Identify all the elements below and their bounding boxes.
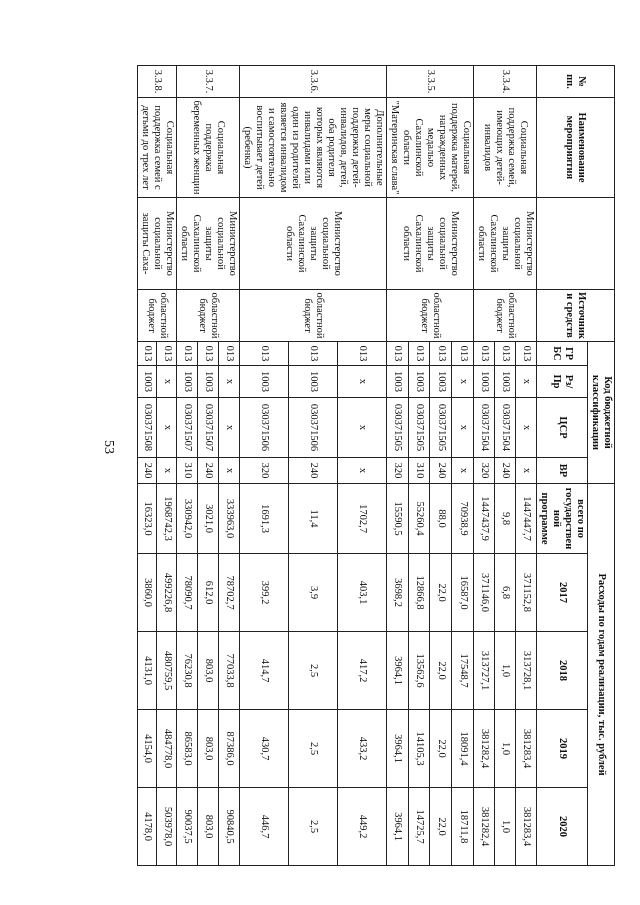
cell-total: 70938,9 bbox=[452, 484, 474, 554]
budget-table bbox=[137, 65, 615, 866]
cell-rzpr: 1003 bbox=[495, 366, 516, 398]
header-grbs: ГРБС bbox=[537, 342, 588, 366]
cell-y2017: 612,0 bbox=[198, 554, 219, 632]
cell-y2018: 3964,1 bbox=[387, 632, 409, 710]
cell-y2020: 18711,8 bbox=[452, 788, 474, 866]
cell-rzpr: 1003 bbox=[138, 366, 158, 398]
cell-y2020: 803,0 bbox=[198, 788, 219, 866]
cell-total: 55260,4 bbox=[408, 484, 430, 554]
cell-vr: x bbox=[516, 458, 537, 484]
cell-name: Социальная поддержка матерей, награжденных медалью Сахалинской области "Материнская слава" bbox=[387, 98, 474, 198]
cell-rzpr: 1003 bbox=[289, 366, 338, 398]
cell-y2020: 449,2 bbox=[338, 788, 387, 866]
header-year: 2020 bbox=[537, 788, 588, 866]
header-expenses: Расходы по годам реализации, тыс. рублей bbox=[588, 484, 615, 866]
cell-y2018: 480759,5 bbox=[157, 632, 177, 710]
header-source: Источники средств bbox=[537, 290, 615, 342]
cell-y2019: 430,7 bbox=[240, 710, 289, 788]
cell-y2019: 3964,1 bbox=[387, 710, 409, 788]
cell-y2017: 399,2 bbox=[240, 554, 289, 632]
cell-y2017: 499226,8 bbox=[157, 554, 177, 632]
cell-csr: 030371507 bbox=[177, 398, 198, 458]
cell-rzpr: x bbox=[219, 366, 240, 398]
cell-rzpr: x bbox=[516, 366, 537, 398]
cell-y2020: 381283,4 bbox=[516, 788, 537, 866]
cell-csr: 030371506 bbox=[240, 398, 289, 458]
cell-total: 1691,3 bbox=[240, 484, 289, 554]
cell-y2017: 3860,0 bbox=[138, 554, 158, 632]
header-classification: Код бюджетной классификации bbox=[588, 342, 615, 484]
cell-y2019: 433,2 bbox=[338, 710, 387, 788]
cell-total: 11,4 bbox=[289, 484, 338, 554]
cell-vr: 240 bbox=[430, 458, 452, 484]
cell-vr: x bbox=[452, 458, 474, 484]
cell-vr: 240 bbox=[289, 458, 338, 484]
cell-y2017: 12866,8 bbox=[408, 554, 430, 632]
cell-total: 1447447,7 bbox=[516, 484, 537, 554]
cell-name: Социальная поддержка семей, имеющих детей-инвалидов bbox=[474, 98, 537, 198]
cell-y2017: 78702,7 bbox=[219, 554, 240, 632]
cell-num: 3.3.5. bbox=[387, 66, 474, 98]
cell-grbs: 013 bbox=[430, 342, 452, 366]
cell-total: 16323,0 bbox=[138, 484, 158, 554]
cell-y2018: 313728,1 bbox=[516, 632, 537, 710]
cell-y2019: 87386,0 bbox=[219, 710, 240, 788]
cell-grbs: 013 bbox=[338, 342, 387, 366]
header-year: 2019 bbox=[537, 710, 588, 788]
cell-grbs: 013 bbox=[289, 342, 338, 366]
cell-y2018: 1,0 bbox=[495, 632, 516, 710]
cell-rzpr: 1003 bbox=[430, 366, 452, 398]
cell-vr: x bbox=[219, 458, 240, 484]
cell-y2018: 313727,1 bbox=[474, 632, 495, 710]
cell-y2019: 14105,3 bbox=[408, 710, 430, 788]
cell-executor: Министерство социальной защиты Сахалинской области bbox=[387, 198, 474, 290]
cell-executor: Министерство социальной защиты Саха- bbox=[138, 198, 177, 290]
cell-name: Социальная поддержка беременных женщин bbox=[177, 98, 240, 198]
cell-csr: 030371508 bbox=[138, 398, 158, 458]
cell-grbs: 013 bbox=[219, 342, 240, 366]
cell-vr: 320 bbox=[240, 458, 289, 484]
cell-y2020: 3964,1 bbox=[387, 788, 409, 866]
cell-vr: 310 bbox=[177, 458, 198, 484]
cell-grbs: 013 bbox=[495, 342, 516, 366]
cell-y2019: 22,0 bbox=[430, 710, 452, 788]
header-rzpr: Рз/ Пр bbox=[537, 366, 588, 398]
header-num: № пп. bbox=[537, 66, 615, 98]
cell-vr: x bbox=[157, 458, 177, 484]
rotated-table-container bbox=[140, 65, 615, 865]
table-row bbox=[219, 66, 240, 866]
cell-grbs: 013 bbox=[138, 342, 158, 366]
cell-rzpr: 1003 bbox=[408, 366, 430, 398]
cell-csr: x bbox=[452, 398, 474, 458]
cell-grbs: 013 bbox=[474, 342, 495, 366]
cell-rzpr: 1003 bbox=[177, 366, 198, 398]
cell-vr: 240 bbox=[495, 458, 516, 484]
cell-total: 88,0 bbox=[430, 484, 452, 554]
cell-csr: 030371505 bbox=[387, 398, 409, 458]
cell-y2018: 22,0 bbox=[430, 632, 452, 710]
header-name: Наименование мероприятия bbox=[537, 98, 615, 198]
cell-vr: x bbox=[338, 458, 387, 484]
cell-y2018: 803,0 bbox=[198, 632, 219, 710]
cell-total: 330942,0 bbox=[177, 484, 198, 554]
cell-csr: 030371504 bbox=[495, 398, 516, 458]
cell-num: 3.3.6. bbox=[240, 66, 387, 98]
cell-num: 3.3.4. bbox=[474, 66, 537, 98]
cell-csr: 030371507 bbox=[198, 398, 219, 458]
cell-total: 15590,5 bbox=[387, 484, 409, 554]
cell-vr: 310 bbox=[408, 458, 430, 484]
cell-vr: 240 bbox=[138, 458, 158, 484]
table-body bbox=[138, 66, 537, 866]
cell-grbs: 013 bbox=[177, 342, 198, 366]
cell-rzpr: 1003 bbox=[474, 366, 495, 398]
table-row bbox=[157, 66, 177, 866]
cell-source: областной бюджет bbox=[387, 290, 474, 342]
cell-rzpr: x bbox=[338, 366, 387, 398]
cell-y2019: 86583,0 bbox=[177, 710, 198, 788]
cell-y2017: 371152,8 bbox=[516, 554, 537, 632]
cell-y2019: 381283,4 bbox=[516, 710, 537, 788]
cell-grbs: 013 bbox=[516, 342, 537, 366]
cell-rzpr: x bbox=[157, 366, 177, 398]
cell-y2017: 3698,2 bbox=[387, 554, 409, 632]
cell-y2019: 1,0 bbox=[495, 710, 516, 788]
cell-y2020: 381282,4 bbox=[474, 788, 495, 866]
cell-vr: 240 bbox=[198, 458, 219, 484]
cell-grbs: 013 bbox=[408, 342, 430, 366]
cell-total: 333963,0 bbox=[219, 484, 240, 554]
cell-y2018: 76230,8 bbox=[177, 632, 198, 710]
cell-y2020: 90037,5 bbox=[177, 788, 198, 866]
cell-y2019: 484778,0 bbox=[157, 710, 177, 788]
cell-rzpr: 1003 bbox=[387, 366, 409, 398]
cell-csr: 030371505 bbox=[430, 398, 452, 458]
cell-y2019: 18091,4 bbox=[452, 710, 474, 788]
cell-y2017: 16587,0 bbox=[452, 554, 474, 632]
cell-num: 3.3.8. bbox=[138, 66, 177, 98]
cell-csr: 030371504 bbox=[474, 398, 495, 458]
cell-total: 9,8 bbox=[495, 484, 516, 554]
cell-executor: Министерство социальной защиты Сахалинской области bbox=[240, 198, 387, 290]
cell-y2017: 6,8 bbox=[495, 554, 516, 632]
table-row bbox=[338, 66, 387, 866]
cell-y2018: 17548,7 bbox=[452, 632, 474, 710]
cell-y2017: 371146,0 bbox=[474, 554, 495, 632]
cell-grbs: 013 bbox=[198, 342, 219, 366]
cell-executor: Министерство социальной защиты Сахалинской области bbox=[474, 198, 537, 290]
cell-num: 3.3.7. bbox=[177, 66, 240, 98]
cell-y2017: 22,0 bbox=[430, 554, 452, 632]
cell-total: 1702,7 bbox=[338, 484, 387, 554]
cell-y2017: 403,1 bbox=[338, 554, 387, 632]
cell-total: 3021,0 bbox=[198, 484, 219, 554]
cell-grbs: 013 bbox=[387, 342, 409, 366]
header-year: 2017 bbox=[537, 554, 588, 632]
cell-y2020: 2,5 bbox=[289, 788, 338, 866]
cell-name: Дополнительные меры социальной поддержки детей-инвалидов, детей, оба родителя которых являются инвалидами или один из родителей является инвалидом и самостоятельно воспитывает детей (ребенка) bbox=[240, 98, 387, 198]
cell-grbs: 013 bbox=[452, 342, 474, 366]
cell-y2020: 22,0 bbox=[430, 788, 452, 866]
cell-y2019: 803,0 bbox=[198, 710, 219, 788]
cell-y2018: 4131,0 bbox=[138, 632, 158, 710]
cell-grbs: 013 bbox=[157, 342, 177, 366]
cell-vr: 320 bbox=[474, 458, 495, 484]
table-row bbox=[516, 66, 537, 866]
cell-y2017: 3,9 bbox=[289, 554, 338, 632]
header-executor bbox=[537, 198, 615, 290]
cell-source: областной бюджет bbox=[240, 290, 387, 342]
cell-y2020: 4178,0 bbox=[138, 788, 158, 866]
cell-y2019: 381282,4 bbox=[474, 710, 495, 788]
cell-y2018: 13562,6 bbox=[408, 632, 430, 710]
header-year: 2018 bbox=[537, 632, 588, 710]
cell-y2020: 446,7 bbox=[240, 788, 289, 866]
cell-y2018: 77033,8 bbox=[219, 632, 240, 710]
cell-rzpr: x bbox=[452, 366, 474, 398]
table-row bbox=[452, 66, 474, 866]
header-total: всего по государственной программе bbox=[537, 484, 588, 554]
cell-y2018: 414,7 bbox=[240, 632, 289, 710]
cell-y2018: 2,5 bbox=[289, 632, 338, 710]
header-csr: ЦСР bbox=[537, 398, 588, 458]
cell-rzpr: 1003 bbox=[240, 366, 289, 398]
cell-y2018: 417,2 bbox=[338, 632, 387, 710]
cell-csr: x bbox=[338, 398, 387, 458]
cell-source: областной бюджет bbox=[474, 290, 537, 342]
cell-name: Социальная поддержка семей с детьми до трех лет bbox=[138, 98, 177, 198]
cell-y2019: 2,5 bbox=[289, 710, 338, 788]
cell-y2020: 14725,7 bbox=[408, 788, 430, 866]
cell-total: 1968742,3 bbox=[157, 484, 177, 554]
cell-source: областной бюджет bbox=[138, 290, 177, 342]
page-number: 53 bbox=[101, 440, 116, 454]
cell-y2020: 503978,0 bbox=[157, 788, 177, 866]
cell-y2020: 1,0 bbox=[495, 788, 516, 866]
cell-total: 1447437,9 bbox=[474, 484, 495, 554]
cell-csr: 030371506 bbox=[289, 398, 338, 458]
cell-y2020: 90840,5 bbox=[219, 788, 240, 866]
cell-csr: 030371505 bbox=[408, 398, 430, 458]
cell-grbs: 013 bbox=[240, 342, 289, 366]
cell-csr: x bbox=[157, 398, 177, 458]
header-vr: ВР bbox=[537, 458, 588, 484]
cell-rzpr: 1003 bbox=[198, 366, 219, 398]
cell-vr: 320 bbox=[387, 458, 409, 484]
cell-source: областной бюджет bbox=[177, 290, 240, 342]
cell-y2019: 4154,0 bbox=[138, 710, 158, 788]
cell-csr: x bbox=[219, 398, 240, 458]
cell-csr: x bbox=[516, 398, 537, 458]
cell-executor: Министерство социальной защиты Сахалинской области bbox=[177, 198, 240, 290]
cell-y2017: 78090,7 bbox=[177, 554, 198, 632]
